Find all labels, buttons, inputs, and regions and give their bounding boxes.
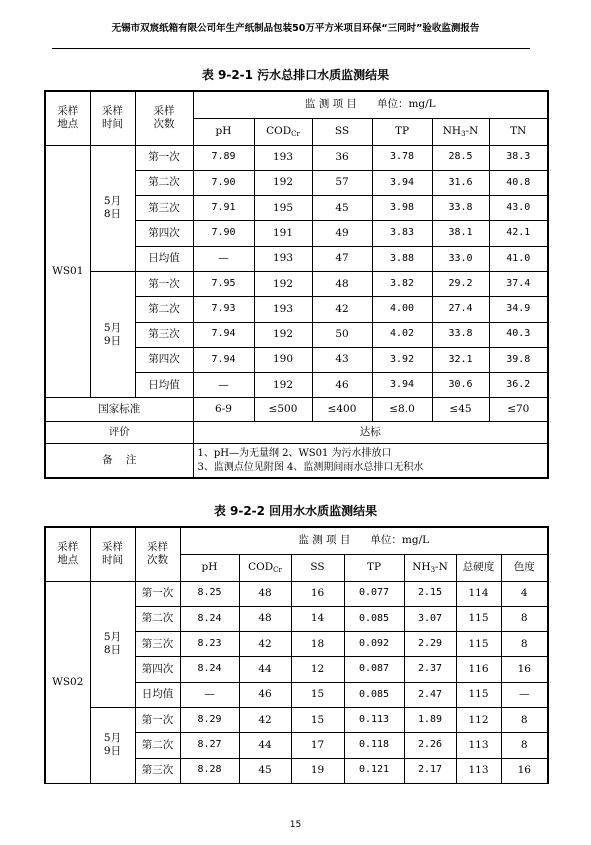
table-cell: 195 [254,196,312,221]
row-label: 第四次 [135,347,193,372]
table-cell: 44 [239,657,291,682]
table-cell: 8.23 [180,632,239,657]
table-cell: 115 [456,606,501,631]
column-header-label: pH [215,124,232,137]
reuse-water-table [44,526,549,784]
row-label: 第二次 [135,606,180,631]
table-cell: 3.78 [372,145,432,170]
standard-cell: ≤500 [254,398,312,422]
table-cell: 7.90 [193,221,254,246]
table-cell: 0.118 [344,733,404,758]
table-cell: 48 [312,271,372,296]
evaluation-label: 评价 [45,422,193,444]
notes-label: 备 注 [45,444,193,478]
table-cell: 3.92 [372,347,432,372]
table-cell: 4.02 [372,322,432,347]
table-cell: — [501,682,548,707]
column-header [291,554,344,581]
table1-title: 表 9-2-1 污水总排口水质监测结果 [201,68,390,82]
row-label: 第二次 [135,170,193,195]
row-label: 第三次 [135,196,193,221]
table-cell: 8 [501,733,548,758]
table-cell: 50 [312,322,372,347]
table-row [45,707,548,732]
table-cell: 3.88 [372,246,432,271]
table-cell: 48 [239,606,291,631]
header-site: 采样 地点 [45,91,90,145]
table-cell: 0.121 [344,758,404,783]
table-cell: 192 [254,373,312,398]
table-cell: 116 [456,657,501,682]
table-cell: 12 [291,657,344,682]
header-time: 采样 时间 [90,527,135,581]
table-cell: 16 [501,758,548,783]
table-cell: 115 [456,632,501,657]
table-cell: 33.0 [432,246,489,271]
table-cell: 45 [312,196,372,221]
table-cell: 42 [312,297,372,322]
header-items: 监 测 项 目 单位：mg/L [180,527,548,554]
table-cell: 4.00 [372,297,432,322]
table-cell: 3.07 [404,606,456,631]
table-cell: 3.94 [372,373,432,398]
table-cell: 8 [501,707,548,732]
table-cell: 36.2 [489,373,548,398]
table-cell: 34.9 [489,297,548,322]
standard-row [45,398,548,422]
note-line: 3、监测点位见附图 4、监测期间雨水总排口无积水 [197,461,424,473]
table-cell: 29.2 [432,271,489,296]
notes-content [193,444,548,478]
table-cell: 2.17 [404,758,456,783]
table-cell: 8.29 [180,707,239,732]
table-cell: 192 [254,271,312,296]
wastewater-table [44,90,549,479]
column-header-subscript: Cr [273,565,282,574]
evaluation-value: 达标 [193,422,548,444]
table-cell: 40.8 [489,170,548,195]
row-label: 第二次 [135,297,193,322]
header-time: 采样 时间 [90,91,135,145]
table-cell: 39.8 [489,347,548,372]
row-label: 第一次 [135,145,193,170]
column-header-label: SS [334,124,350,137]
table-cell: 47 [312,246,372,271]
column-header-suffix: -N [465,124,479,137]
table-cell: 42 [239,632,291,657]
standard-cell: ≤400 [312,398,372,422]
table-cell: 8 [501,606,548,631]
table-cell: 7.90 [193,170,254,195]
column-header-label: pH [201,560,218,573]
table-cell: 2.37 [404,657,456,682]
table-cell: 2.15 [404,581,456,606]
row-label: 第一次 [135,271,193,296]
table-cell: — [193,246,254,271]
table-cell: 38.3 [489,145,548,170]
standard-cell: ≤45 [432,398,489,422]
column-header [501,554,548,581]
header-count: 采样 次数 [135,527,180,581]
header-divider [52,48,530,49]
standard-cell: ≤8.0 [372,398,432,422]
table-cell: 112 [456,707,501,732]
column-header [180,554,239,581]
table-cell: 0.092 [344,632,404,657]
column-header-label: NH [442,124,462,137]
table-cell: 17 [291,733,344,758]
report-header: 无锡市双宸纸箱有限公司年生产纸制品包装50万平方米项目环保“三同时”验收监测报告 [111,23,480,34]
table-cell: 18 [291,632,344,657]
header-items: 监 测 项 目 单位：mg/L [193,91,548,118]
table-cell: 32.1 [432,347,489,372]
table-cell: 115 [456,682,501,707]
table-cell: 7.94 [193,322,254,347]
column-header [344,554,404,581]
row-label: 第三次 [135,632,180,657]
table-cell: 46 [239,682,291,707]
table2-title: 表 9-2-2 回用水水质监测结果 [213,504,378,518]
table-cell: 0.085 [344,606,404,631]
table-row [45,581,548,606]
header-count: 采样 次数 [135,91,193,145]
table-cell: 3.83 [372,221,432,246]
table-cell: 7.94 [193,347,254,372]
table-cell: 192 [254,322,312,347]
date-cell: 5月 8日 [90,581,135,707]
row-label: 第三次 [135,758,180,783]
table-cell: 57 [312,170,372,195]
column-header [456,554,501,581]
column-header-subscript: Cr [291,129,300,138]
table-cell: 16 [291,581,344,606]
table-cell: 16 [501,657,548,682]
column-header-suffix: -N [435,560,448,573]
table-cell: 7.93 [193,297,254,322]
table-cell: 8 [501,632,548,657]
date-cell: 5月 9日 [90,271,135,397]
table-cell: 49 [312,221,372,246]
row-label: 第一次 [135,707,180,732]
site-cell: WS01 [45,145,90,398]
table-cell: 0.087 [344,657,404,682]
note-line: 1、pH—为无量纲 2、WS01 为污水排放口 [197,447,392,459]
table-cell: 45 [239,758,291,783]
column-header-label: COD [248,560,274,573]
table-cell: 15 [291,682,344,707]
table-cell: 1.89 [404,707,456,732]
table-cell: 36 [312,145,372,170]
page-number: 15 [289,820,302,830]
table-cell: 0.077 [344,581,404,606]
table-cell: 42 [239,707,291,732]
table-cell: 193 [254,145,312,170]
table-cell: 14 [291,606,344,631]
column-header-label: NH [412,560,431,573]
table-cell: 191 [254,221,312,246]
column-header-label: SS [310,560,325,573]
table-cell: 43.0 [489,196,548,221]
table-cell: 4 [501,581,548,606]
table-cell: 8.24 [180,606,239,631]
table-cell: 7.89 [193,145,254,170]
column-header-label: TP [366,560,382,573]
table-cell: 43 [312,347,372,372]
table-cell: 8.25 [180,581,239,606]
table-cell: 48 [239,581,291,606]
table-cell: 44 [239,733,291,758]
column-header [404,554,456,581]
table-cell: 3.98 [372,196,432,221]
table-cell: — [193,373,254,398]
table-cell: 8.24 [180,657,239,682]
table-cell: — [180,682,239,707]
table-row [45,271,548,296]
date-cell: 5月 9日 [90,707,135,783]
table-cell: 3.82 [372,271,432,296]
row-label: 日均值 [135,373,193,398]
table-cell: 27.4 [432,297,489,322]
table-cell: 3.94 [372,170,432,195]
table-cell: 2.26 [404,733,456,758]
table-cell: 192 [254,170,312,195]
evaluation-row [45,422,548,444]
table-row [45,145,548,170]
notes-row [45,444,548,478]
table-cell: 41.0 [489,246,548,271]
header-site: 采样 地点 [45,527,90,581]
column-header-label: 总硬度 [462,560,495,573]
table-cell: 113 [456,758,501,783]
column-header-subscript: 3 [430,565,436,574]
table-cell: 40.3 [489,322,548,347]
standard-cell: ≤70 [489,398,548,422]
table-cell: 113 [456,733,501,758]
table-cell: 8.28 [180,758,239,783]
column-header [372,118,432,145]
column-header-label: TN [510,124,527,137]
column-header [312,118,372,145]
table-cell: 31.6 [432,170,489,195]
site-cell: WS02 [45,581,90,783]
row-label: 第四次 [135,657,180,682]
table-cell: 30.6 [432,373,489,398]
column-header-label: 色度 [513,560,535,573]
column-header [239,554,291,581]
column-header-subscript: 3 [461,129,466,138]
table-cell: 37.4 [489,271,548,296]
table-cell: 0.113 [344,707,404,732]
table-cell: 33.8 [432,322,489,347]
table-cell: 15 [291,707,344,732]
table-cell: 38.1 [432,221,489,246]
table-cell: 7.95 [193,271,254,296]
column-header-label: TP [394,124,410,137]
column-header [489,118,548,145]
table-cell: 193 [254,297,312,322]
table-cell: 42.1 [489,221,548,246]
table-cell: 8.27 [180,733,239,758]
row-label: 日均值 [135,682,180,707]
column-header [254,118,312,145]
row-label: 日均值 [135,246,193,271]
table-cell: 33.8 [432,196,489,221]
table-cell: 2.47 [404,682,456,707]
table-cell: 193 [254,246,312,271]
column-header [193,118,254,145]
row-label: 第一次 [135,581,180,606]
table-cell: 46 [312,373,372,398]
standard-label: 国家标准 [45,398,193,422]
table-cell: 0.085 [344,682,404,707]
table-cell: 114 [456,581,501,606]
table-cell: 28.5 [432,145,489,170]
standard-cell: 6-9 [193,398,254,422]
date-cell: 5月 8日 [90,145,135,271]
column-header [432,118,489,145]
table-cell: 7.91 [193,196,254,221]
table-cell: 190 [254,347,312,372]
column-header-label: COD [266,124,292,137]
table-cell: 19 [291,758,344,783]
row-label: 第四次 [135,221,193,246]
row-label: 第三次 [135,322,193,347]
row-label: 第二次 [135,733,180,758]
table-cell: 2.29 [404,632,456,657]
